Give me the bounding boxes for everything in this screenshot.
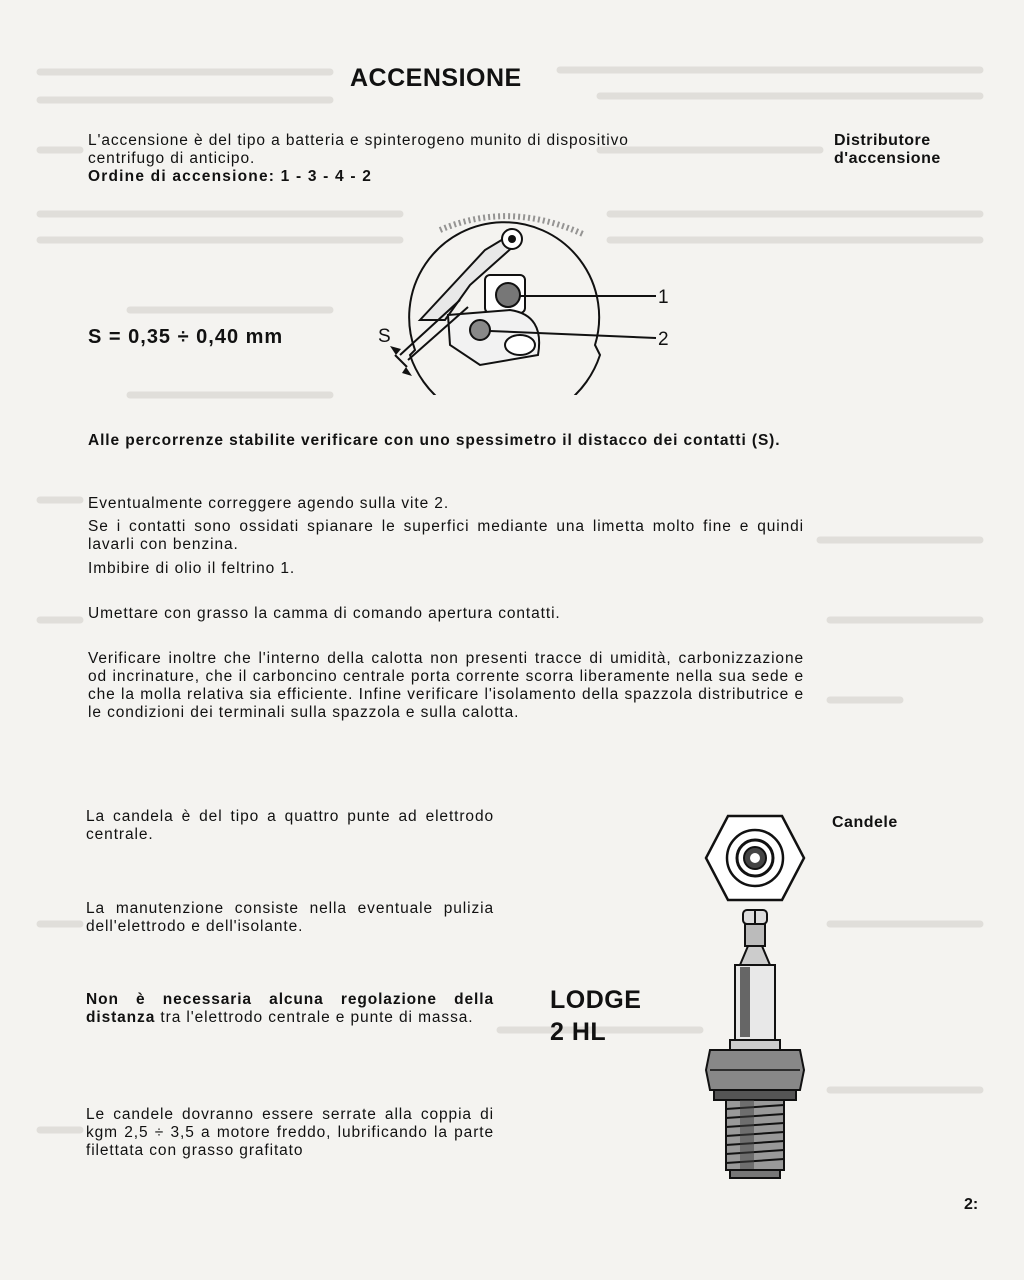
page-title: ACCENSIONE [350, 64, 522, 92]
plug-no-adjust-text [86, 991, 494, 1027]
side-label-line: d'accensione [834, 150, 941, 167]
gap-formula: S = 0,35 ÷ 0,40 mm [88, 326, 284, 348]
plug-model-line: 2 HL [550, 1018, 607, 1046]
oxidized-text: Se i contatti sono ossidati spianare le superfici mediante una limetta molto fine e quindi lavarli con benzina. [88, 518, 804, 553]
plug-type-text: La candela è del tipo a quattro punte ad elettrodo centrale. [86, 808, 494, 843]
spark-plug-side-view [700, 905, 810, 1185]
plug-model [550, 984, 641, 1048]
diagram-label-s: S [378, 326, 391, 347]
correct-text: Eventualmente correggere agendo sulla vite 2. [88, 495, 450, 512]
no-adjust-bold: Non è necessaria alcuna regolazione della distanza [86, 991, 494, 1026]
intro-line-2: centrifugo di anticipo. [88, 150, 256, 167]
firing-order: Ordine di accensione: 1 - 3 - 4 - 2 [88, 168, 373, 185]
plug-maintenance-text: La manutenzione consiste nella eventuale pulizia dell'elettrodo e dell'isolante. [86, 900, 494, 935]
plug-model-line: LODGE [550, 986, 642, 1014]
grease-text: Umettare con grasso la camma di comando apertura contatti. [88, 605, 561, 622]
spark-plug-top-view [700, 808, 810, 908]
check-gap-text: Alle percorrenze stabilite verificare con uno spessimetro il distacco dei contatti (S). [88, 432, 781, 449]
page-number: 2: [964, 1196, 979, 1213]
spark-plugs-side-label: Candele [832, 814, 898, 831]
distributor-side-label [834, 132, 941, 168]
cap-check-text: Verificare inoltre che l'interno della calotta non presenti tracce di umidità, carbonizzazione od incrinature, che il carboncino centrale porta corrente scorra liberamente nella sua sede e che la molla relativa sia efficiente. Infine verificare l'isolamento della spazzola distributrice e le condizioni dei terminali sulla spazzola e sulla calotta. [88, 650, 804, 721]
intro-line-1: L'accensione è del tipo a batteria e spinterogeno munito di dispositivo [88, 132, 629, 149]
diagram-label-2: 2 [658, 329, 669, 350]
diagram-label-1: 1 [658, 287, 669, 308]
plug-torque-text: Le candele dovranno essere serrate alla coppia di kgm 2,5 ÷ 3,5 a motore freddo, lubrificando la parte filettata con grasso grafitato [86, 1106, 494, 1159]
contact-breaker-diagram [360, 205, 680, 395]
no-adjust-rest: tra l'elettrodo centrale e punte di massa. [155, 1009, 474, 1026]
side-label-line: Distributore [834, 132, 931, 149]
felt-text: Imbibire di olio il feltrino 1. [88, 560, 296, 577]
